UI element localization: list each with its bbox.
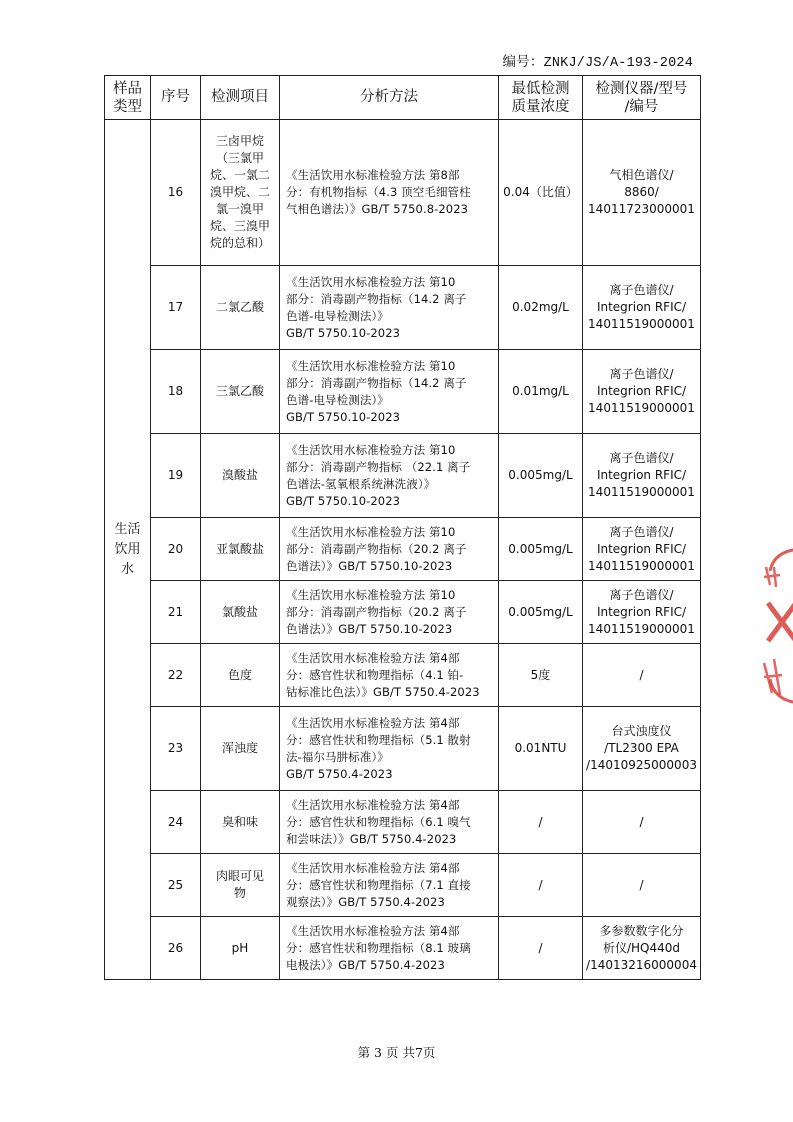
row-instrument: / (583, 644, 701, 707)
row-index: 24 (151, 791, 201, 854)
row-item: 三氯乙酸 (201, 350, 280, 434)
row-min-conc: 5度 (499, 644, 583, 707)
row-method: 《生活饮用水标准检验方法 第10 部分：消毒副产物指标（14.2 离子 色谱-电导检测法）》 GB/T 5750.10-2023 (280, 266, 499, 350)
row-instrument: 多参数数字化分 析仪/HQ440d /14013216000004 (583, 917, 701, 980)
row-item: 溴酸盐 (201, 434, 280, 518)
row-instrument: 离子色谱仪/ Integrion RFIC/ 14011519000001 (583, 518, 701, 581)
table-row (105, 644, 701, 707)
row-method: 《生活饮用水标准检验方法 第4部 分：感官性状和物理指标（4.1 铂- 钴标准比色法）》GB/T 5750.4-2023 (280, 644, 499, 707)
row-min-conc: 0.01NTU (499, 707, 583, 791)
row-instrument: 台式浊度仪 /TL2300 EPA /14010925000003 (583, 707, 701, 791)
row-item: 浑浊度 (201, 707, 280, 791)
test-methods-table (104, 75, 701, 980)
row-item: 臭和味 (201, 791, 280, 854)
table-row (105, 518, 701, 581)
row-item: pH (201, 917, 280, 980)
row-index: 22 (151, 644, 201, 707)
row-instrument: 离子色谱仪/ Integrion RFIC/ 14011519000001 (583, 350, 701, 434)
row-min-conc: 0.005mg/L (499, 434, 583, 518)
row-min-conc: 0.005mg/L (499, 518, 583, 581)
row-method: 《生活饮用水标准检验方法 第4部 分：感官性状和物理指标（8.1 玻璃 电极法）》GB/T 5750.4-2023 (280, 917, 499, 980)
table-row (105, 434, 701, 518)
row-min-conc: 0.01mg/L (499, 350, 583, 434)
row-method: 《生活饮用水标准检验方法 第10 部分：消毒副产物指标（14.2 离子 色谱-电导检测法）》 GB/T 5750.10-2023 (280, 350, 499, 434)
row-min-conc: / (499, 791, 583, 854)
row-min-conc: / (499, 854, 583, 917)
row-instrument: / (583, 854, 701, 917)
table-row (105, 581, 701, 644)
table-row (105, 707, 701, 791)
row-instrument: 离子色谱仪/ Integrion RFIC/ 14011519000001 (583, 434, 701, 518)
table-row (105, 917, 701, 980)
table-row (105, 791, 701, 854)
row-min-conc: 0.02mg/L (499, 266, 583, 350)
row-instrument: / (583, 791, 701, 854)
row-index: 20 (151, 518, 201, 581)
row-index: 19 (151, 434, 201, 518)
row-instrument: 气相色谱仪/ 8860/ 14011723000001 (583, 120, 701, 266)
official-seal-stamp (760, 545, 793, 705)
header-instrument: 检测仪器/型号 /编号 (583, 76, 701, 120)
row-item: 色度 (201, 644, 280, 707)
row-index: 17 (151, 266, 201, 350)
header-method: 分析方法 (280, 76, 499, 120)
table-row (105, 350, 701, 434)
header-category: 样品 类型 (105, 76, 151, 120)
row-index: 18 (151, 350, 201, 434)
row-instrument: 离子色谱仪/ Integrion RFIC/ 14011519000001 (583, 266, 701, 350)
row-min-conc: 0.005mg/L (499, 581, 583, 644)
row-index: 26 (151, 917, 201, 980)
row-item: 二氯乙酸 (201, 266, 280, 350)
row-item: 亚氯酸盐 (201, 518, 280, 581)
row-method: 《生活饮用水标准检验方法 第10 部分：消毒副产物指标（20.2 离子 色谱法）》GB/T 5750.10-2023 (280, 581, 499, 644)
row-min-conc: / (499, 917, 583, 980)
table-row (105, 120, 701, 266)
row-index: 21 (151, 581, 201, 644)
document-number: 编号：ZNKJ/JS/A-193-2024 (502, 56, 693, 71)
row-index: 23 (151, 707, 201, 791)
row-item: 肉眼可见 物 (201, 854, 280, 917)
row-item: 三卤甲烷 （三氯甲 烷、一氯二 溴甲烷、二 氯一溴甲 烷、三溴甲 烷的总和） (201, 120, 280, 266)
table-row (105, 854, 701, 917)
header-item: 检测项目 (201, 76, 280, 120)
row-index: 16 (151, 120, 201, 266)
row-method: 《生活饮用水标准检验方法 第4部 分：感官性状和物理指标（7.1 直接 观察法）》GB/T 5750.4-2023 (280, 854, 499, 917)
row-method: 《生活饮用水标准检验方法 第4部 分：感官性状和物理指标（5.1 散射 法-福尔马肼标准）》 GB/T 5750.4-2023 (280, 707, 499, 791)
row-method: 《生活饮用水标准检验方法 第10 部分：消毒副产物指标 （22.1 离子 色谱法-氢氧根系统淋洗液）》 GB/T 5750.10-2023 (280, 434, 499, 518)
row-item: 氯酸盐 (201, 581, 280, 644)
header-index: 序号 (151, 76, 201, 120)
sample-category: 生活 饮用 水 (105, 120, 151, 980)
row-instrument: 离子色谱仪/ Integrion RFIC/ 14011519000001 (583, 581, 701, 644)
page-number-footer: 第 3 页 共7页 (357, 1045, 436, 1060)
header-min-conc: 最低检测 质量浓度 (499, 76, 583, 120)
row-method: 《生活饮用水标准检验方法 第4部 分：感官性状和物理指标（6.1 嗅气 和尝味法）》GB/T 5750.4-2023 (280, 791, 499, 854)
row-index: 25 (151, 854, 201, 917)
row-min-conc: 0.04（比值） (499, 120, 583, 266)
row-method: 《生活饮用水标准检验方法 第10 部分：消毒副产物指标（20.2 离子 色谱法）》GB/T 5750.10-2023 (280, 518, 499, 581)
table-header-row (105, 76, 701, 120)
row-method: 《生活饮用水标准检验方法 第8部 分：有机物指标（4.3 顶空毛细管柱 气相色谱法）》GB/T 5750.8-2023 (280, 120, 499, 266)
table-row (105, 266, 701, 350)
